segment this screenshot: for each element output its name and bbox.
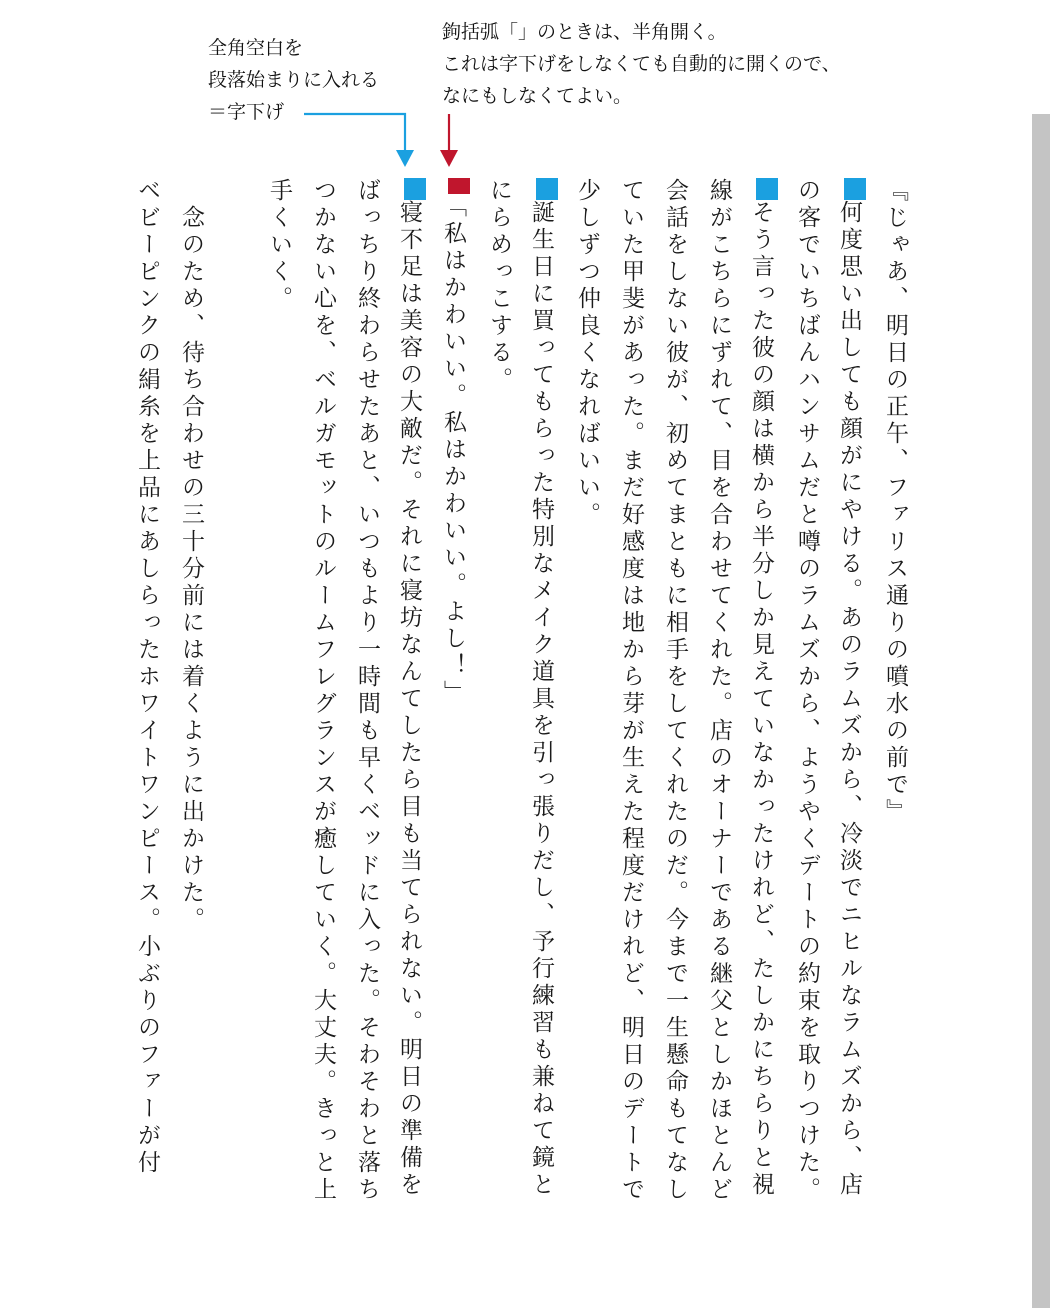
red-indent-marker [448,178,470,194]
annotation-line: 全角空白を [208,37,304,59]
text-column [394,178,426,1199]
annotation-line: 段落始まりに入れる [208,69,380,91]
column-text: 線がこちらにずれて、目を合わせてくれた。店のオーナーである継父としかほとんど [706,178,732,1204]
text-column [130,178,162,1177]
text-column [614,178,646,1204]
column-text: ていた甲斐があった。まだ好感度は地から芽が生えた程度だけれど、明日のデートで [618,178,644,1204]
text-column [526,178,558,1199]
column-text: つかない心を、ベルガモットのルームフレグランスが癒していく。大丈夫。きっと上 [310,178,336,1204]
blue-indent-marker [404,178,426,200]
column-text: 『じゃあ、明日の正午、ファリス通りの噴水の前で』 [882,178,908,826]
text-column [482,178,514,394]
column-text: ばっちり終わらせたあと、いつもより一時間も早くベッドに入った。そわそわと落ち [354,178,380,1204]
annotation-arrows [0,0,1050,200]
column-text: 「私はかわいい。私はかわいい。よし！」 [440,194,466,707]
annotation-line: 鉤括弧「」のときは、半角開く。 [442,21,727,43]
red-arrow-icon [440,114,458,167]
column-text: の客でいちばんハンサムだと噂のラムズから、ようやくデートの約束を取りつけた。 [794,178,820,1204]
text-column [834,178,866,1199]
annotation-line: これは字下げをしなくても自動的に開くので、 [442,53,841,75]
column-text: 少しずつ仲良くなればいい。 [574,178,600,529]
column-text: にらめっこする。 [486,178,512,394]
text-column [702,178,734,1204]
text-column [658,178,690,1204]
text-column [746,178,778,1199]
text-column [790,178,822,1204]
column-text: 会話をしない彼が、初めてまともに相手をしてくれたのだ。今まで一生懸命もてなし [662,178,688,1204]
text-column [570,178,602,529]
blue-indent-marker [536,178,558,200]
blue-indent-marker [756,178,778,200]
column-text: そう言った彼の顔は横から半分しか見えていなかったけれど、たしかにちらりと視 [748,200,774,1199]
text-column [878,178,910,826]
text-column [306,178,338,1204]
column-text: ベビーピンクの絹糸を上品にあしらったホワイトワンピース。小ぶりのファーが付 [134,178,160,1177]
text-column [262,178,294,313]
column-text: 手くいく。 [266,178,292,313]
text-column [438,178,470,707]
blue-arrow-icon [304,114,414,167]
blue-indent-marker [844,178,866,200]
column-text: 何度思い出しても顔がにやける。あのラムズから、冷淡でニヒルなラムズから、店 [836,200,862,1199]
text-column [350,178,382,1204]
annotation-line: なにもしなくてよい。 [442,85,633,107]
column-text: 誕生日に買ってもらった特別なメイク道具を引っ張りだし、予行練習も兼ねて鏡と [528,200,554,1199]
annotation-line: ＝字下げ [208,101,285,123]
column-text: 念のため、待ち合わせの三十分前には着くように出かけた。 [178,178,204,934]
column-text: 寝不足は美容の大敵だ。それに寝坊なんてしたら目も当てられない。明日の準備を [396,200,422,1199]
scrollbar[interactable] [1032,114,1050,1308]
text-column [174,178,206,934]
